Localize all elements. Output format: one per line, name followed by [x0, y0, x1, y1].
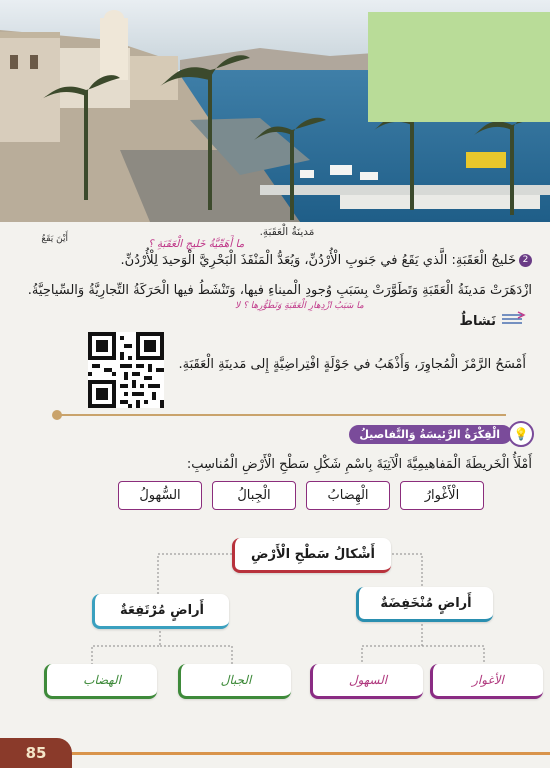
- answer-box-ghawr[interactable]: الأغوار: [430, 664, 543, 699]
- photo-caption: مَدينَةُ الْعَقَبَةِ.: [259, 226, 315, 238]
- word-bank-ghawr: الْأَغْوارُ: [400, 481, 484, 510]
- page-number: 85: [0, 738, 72, 768]
- paragraph-1-line: خَليجُ الْعَقَبَةِ: الَّذي يَقَعُ في جَنوبِ الْأُرْدُنِّ، وَيُعَدُّ الْمَنْفَذَ الْبَحْرِيَّ الْوَحيدَ لِلْأُرْدُنِّ.: [120, 253, 516, 268]
- word-bank-hidab: الْهِضابُ: [306, 481, 390, 510]
- concept-map-root: أَشْكالُ سَطْحِ الْأَرْضِ: [232, 538, 391, 573]
- handwritten-label: أَيْنَ يَقَعُ: [41, 234, 68, 244]
- answer-box-hidab[interactable]: الهضاب: [44, 664, 157, 699]
- paragraph-2-text: ازْدَهَرَتْ مَدينَةُ الْعَقَبَةِ وَتَطَوَّرَتْ بِسَبَبِ وُجودِ الْميناءِ فيها، وَتَنْشَطُ فيها الْحَرَكَةُ التِّجارِيَّةُ وَالسِّياحِيَّةُ.: [27, 283, 532, 298]
- handwritten-question-2: ما سَبَبُ ازْدِهارِ الْعَقَبَةِ وَتَطَوُّرِها ؟ لا: [235, 301, 364, 311]
- paragraph-number-badge: 2: [519, 254, 532, 267]
- word-bank-suhul: السُّهولُ: [118, 481, 202, 510]
- activity-instructions: أَمْسَحُ الرَّمْزَ الْمُجاوِرَ، وَأَذْهَبُ في جَوْلَةٍ افْتِراضِيَّةٍ إِلى مَدينَةِ الْعَقَبَةِ.: [178, 357, 526, 372]
- footer-line: [72, 752, 550, 755]
- lightbulb-icon: 💡: [508, 421, 534, 447]
- activity-title: نَشاطٌ: [459, 313, 496, 329]
- section-instruction: أَمْلَأُ الْخَريطَةَ الْمَفاهيمِيَّةَ الْآتِيَةَ بِاسْمِ شَكْلِ سَطْحِ الْأَرْضِ الْمُناسِبِ:: [186, 457, 532, 472]
- concept-map-lowlands: أَراضٍ مُنْخَفِضَةٌ: [356, 587, 493, 622]
- answer-box-sahl[interactable]: السهول: [310, 664, 423, 699]
- handwritten-question-1: ما أَهَمِّيَّةُ خَليجِ الْعَقَبَةِ ؟: [148, 238, 245, 250]
- section-title: الْفِكْرَةُ الرَّئيسَةُ وَالتَّفاصيلُ: [349, 425, 512, 444]
- concept-map-highlands: أَراضٍ مُرْتَفِعَةٌ: [92, 594, 229, 629]
- answer-box-jibal[interactable]: الجبال: [178, 664, 291, 699]
- word-bank-jibal: الْجِبالُ: [212, 481, 296, 510]
